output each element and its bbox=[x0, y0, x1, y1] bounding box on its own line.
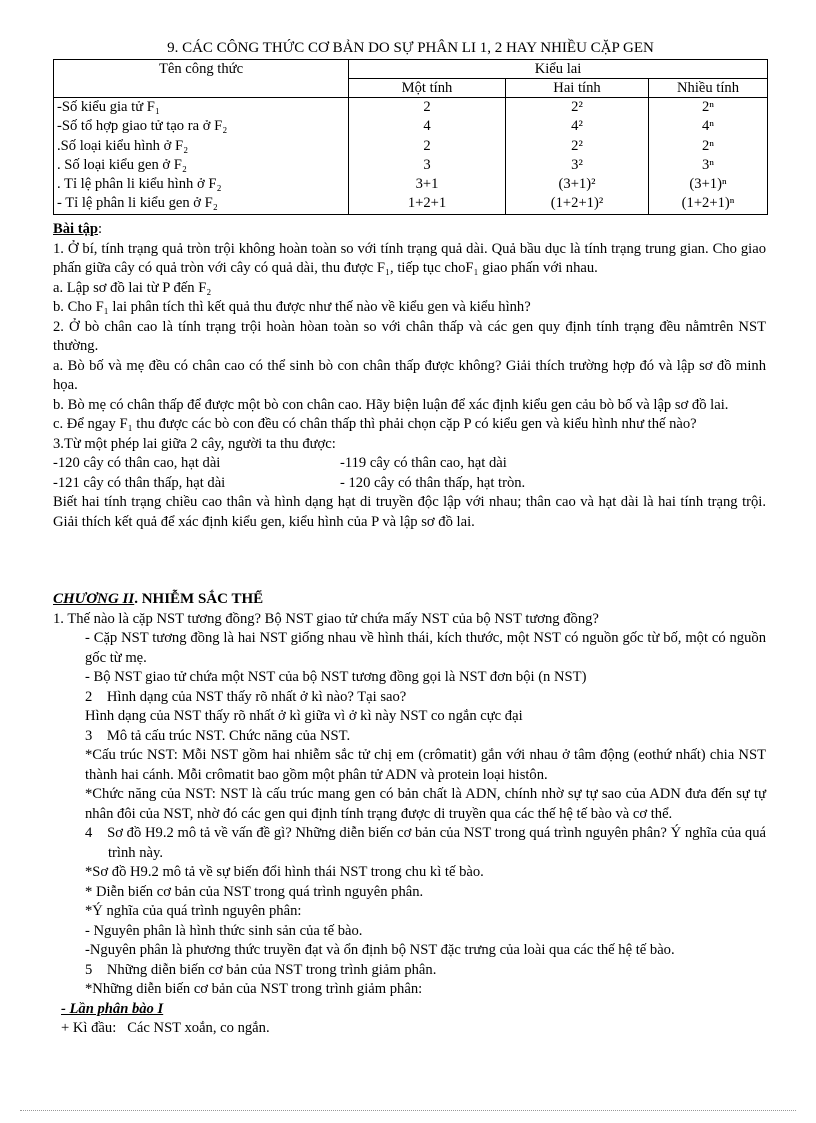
header-two-traits: Hai tính bbox=[506, 79, 649, 98]
formula-name: - Tỉ lệ phân li kiểu gen ở F₂ bbox=[54, 194, 349, 214]
answer: *Những diễn biến cơ bản của NST trong trình giảm phân: bbox=[85, 981, 423, 997]
chapter-section bbox=[53, 590, 770, 1039]
exercise-line: c. Để ngay F₁ thu được các bò con đều có chân thấp thì phải chọn cặp P có kiểu gen và kiểu hình như thế nào? bbox=[53, 416, 697, 432]
formula-table bbox=[53, 59, 768, 215]
heading-colon: : bbox=[98, 221, 103, 237]
chapter-heading bbox=[53, 590, 766, 610]
exercise-line: a. Bò bố và mẹ đều có chân cao có thể sinh bò con chân thấp được không? Giải thích trường hợp đó và lập sơ đồ minh họa. bbox=[53, 357, 766, 393]
table-row bbox=[54, 156, 768, 175]
header-cross-type: Kiểu lai bbox=[349, 60, 768, 79]
formula-name: .Số loại kiểu hình ở F₂ bbox=[54, 137, 349, 156]
formula-name: -Số kiểu gia tử F₁ bbox=[54, 98, 349, 118]
formula-value: 4ⁿ bbox=[649, 117, 768, 136]
result-row bbox=[53, 454, 766, 474]
question: 4 Sơ đồ H9.2 mô tả về vấn đề gì? Những diễn biến cơ bản của NST trong quá trình nguyên phân? Ý nghĩa của quá trình này. bbox=[85, 825, 770, 861]
formula-value: 4² bbox=[506, 117, 649, 136]
formula-value: 3² bbox=[506, 156, 649, 175]
formula-value: 1+2+1 bbox=[349, 194, 506, 214]
table-row bbox=[54, 137, 768, 156]
exercises-section bbox=[53, 220, 766, 532]
exercise-line: 2. Ở bò chân cao là tính trạng trội hoàn hòan toàn so với chân thấp và các gen quy định tính trạng đều nằmtrên NST thường. bbox=[53, 318, 766, 354]
formula-value: 2 bbox=[349, 137, 506, 156]
table-row bbox=[54, 117, 768, 136]
formula-name: -Số tổ hợp giao tử tạo ra ở F₂ bbox=[54, 117, 349, 136]
answer: *Sơ đồ H9.2 mô tả về sự biến đổi hình thái NST trong chu kì tế bào. bbox=[85, 864, 484, 880]
answer: + Kì đầu: Các NST xoắn, co ngắn. bbox=[61, 1020, 270, 1036]
result-item: -120 cây có thân cao, hạt dài bbox=[53, 455, 221, 471]
formula-value: 2ⁿ bbox=[649, 137, 768, 156]
answer: - Bộ NST giao tử chứa một NST của bộ NST tương đồng gọi là NST đơn bội (n NST) bbox=[85, 669, 587, 685]
result-item: - 120 cây có thân thấp, hạt tròn. bbox=[340, 474, 526, 491]
formula-value: 3 bbox=[349, 156, 506, 175]
page-bottom-divider bbox=[20, 1110, 796, 1111]
exercises-heading: Bài tập bbox=[53, 221, 99, 237]
table-row bbox=[54, 98, 768, 118]
formula-value: 2ⁿ bbox=[649, 98, 768, 118]
result-item: -119 cây có thân cao, hạt dài bbox=[340, 455, 507, 471]
formula-value: 2² bbox=[506, 137, 649, 156]
question: 5 Những diễn biến cơ bản của NST trong trình giảm phân. bbox=[85, 961, 437, 978]
formula-name: . Số loại kiểu gen ở F₂ bbox=[54, 156, 349, 175]
formula-value: 2² bbox=[506, 98, 649, 118]
question: 1. Thế nào là cặp NST tương đồng? Bộ NST giao tử chứa mấy NST của bộ NST tương đồng? bbox=[53, 610, 599, 627]
table-row bbox=[54, 175, 768, 194]
answer: *Ý nghĩa của quá trình nguyên phân: bbox=[85, 903, 302, 919]
answer: - Nguyên phân là hình thức sinh sản của tế bào. bbox=[85, 922, 363, 939]
chapter-title: . NHIỄM SẮC THỂ bbox=[134, 591, 264, 607]
question: 2 Hình dạng của NST thấy rõ nhất ở kì nào? Tại sao? bbox=[85, 688, 407, 705]
table-row bbox=[54, 194, 768, 214]
formula-value: (3+1)ⁿ bbox=[649, 175, 768, 194]
subheading: - Lần phân bào I bbox=[61, 1000, 164, 1017]
header-many-traits: Nhiều tính bbox=[649, 79, 768, 98]
formula-value: (1+2+1)ⁿ bbox=[649, 194, 768, 214]
answer: * Diễn biến cơ bản của NST trong quá trình nguyên phân. bbox=[85, 883, 424, 900]
answer: - Cặp NST tương đồng là hai NST giống nhau về hình thái, kích thước, một NST có nguồn gốc từ bố, một có nguồn gốc từ mẹ. bbox=[85, 630, 766, 666]
formula-value: (3+1)² bbox=[506, 175, 649, 194]
exercise-line: 3.Từ một phép lai giữa 2 cây, người ta thu được: bbox=[53, 435, 336, 452]
formula-name: . Tỉ lệ phân li kiểu hình ở F₂ bbox=[54, 175, 349, 194]
formula-value: (1+2+1)² bbox=[506, 194, 649, 214]
exercise-closing: Biết hai tính trạng chiều cao thân và hình dạng hạt di truyền độc lập với nhau; thân cao và hạt dài là hai tính trạng trội. Giải thích kết quả để xác định kiểu gen, kiểu hình của P và lập sơ đồ lai. bbox=[53, 494, 766, 530]
header-one-trait: Một tính bbox=[349, 79, 506, 98]
formula-value: 3ⁿ bbox=[649, 156, 768, 175]
formula-value: 2 bbox=[349, 98, 506, 118]
result-row bbox=[53, 474, 766, 494]
exercise-line: b. Bò mẹ có chân thấp để được một bò con chân cao. Hãy biện luận để xác định kiểu gen cảu bò bố và lập sơ đồ lai. bbox=[53, 396, 729, 413]
answer: *Cấu trúc NST: Mỗi NST gồm hai nhiễm sắc tử chị em (crômatit) gắn với nhau ở tâm động (eothứ nhất) chia NST thành hai cánh. Mỗi crômatit bao gồm một phân tử ADN và protein loại histôn. bbox=[85, 747, 766, 783]
section-title: 9. CÁC CÔNG THỨC CƠ BẢN DO SỰ PHÂN LI 1, 2 HAY NHIỀU CẶP GEN bbox=[167, 40, 654, 56]
header-formula-name: Tên công thức bbox=[54, 60, 349, 98]
answer: Hình dạng của NST thấy rõ nhất ở kì giữa vì ở kì này NST co ngắn cực đại bbox=[85, 708, 523, 724]
answer: -Nguyên phân là phương thức truyền đạt và ổn định bộ NST đặc trưng của loài qua các thế hệ tế bào. bbox=[85, 942, 675, 958]
formula-value: 3+1 bbox=[349, 175, 506, 194]
exercise-line: a. Lập sơ đồ lai từ P đến F₂ bbox=[53, 279, 212, 296]
formula-value: 4 bbox=[349, 117, 506, 136]
result-item: -121 cây có thân thấp, hạt dài bbox=[53, 474, 226, 491]
question: 3 Mô tả cấu trúc NST. Chức năng của NST. bbox=[85, 727, 351, 744]
exercise-line: 1. Ở bí, tính trạng quả tròn trội không hoàn toàn so với tính trạng quả dài. Quả bầu dục là tính trạng trung gian. Cho giao phấn giữa cây có quả tròn với cây có quả dài, thu được F₁, tiếp tục choF₁ giao phấn với nhau. bbox=[53, 240, 766, 276]
exercise-line: b. Cho F₁ lai phân tích thì kết quả thu được như thế nào về kiểu gen và kiểu hình? bbox=[53, 299, 531, 315]
chapter-label: CHƯƠNG II bbox=[53, 591, 135, 607]
answer: *Chức năng của NST: NST là cấu trúc mang gen có bản chất là ADN, chính nhờ sự tự sao của ADN đưa đến sự tự nhân đôi của NST, nhờ đó các gen qui định tính trạng được di truyền qua các thế hệ tế bào và cơ thể. bbox=[85, 786, 766, 822]
